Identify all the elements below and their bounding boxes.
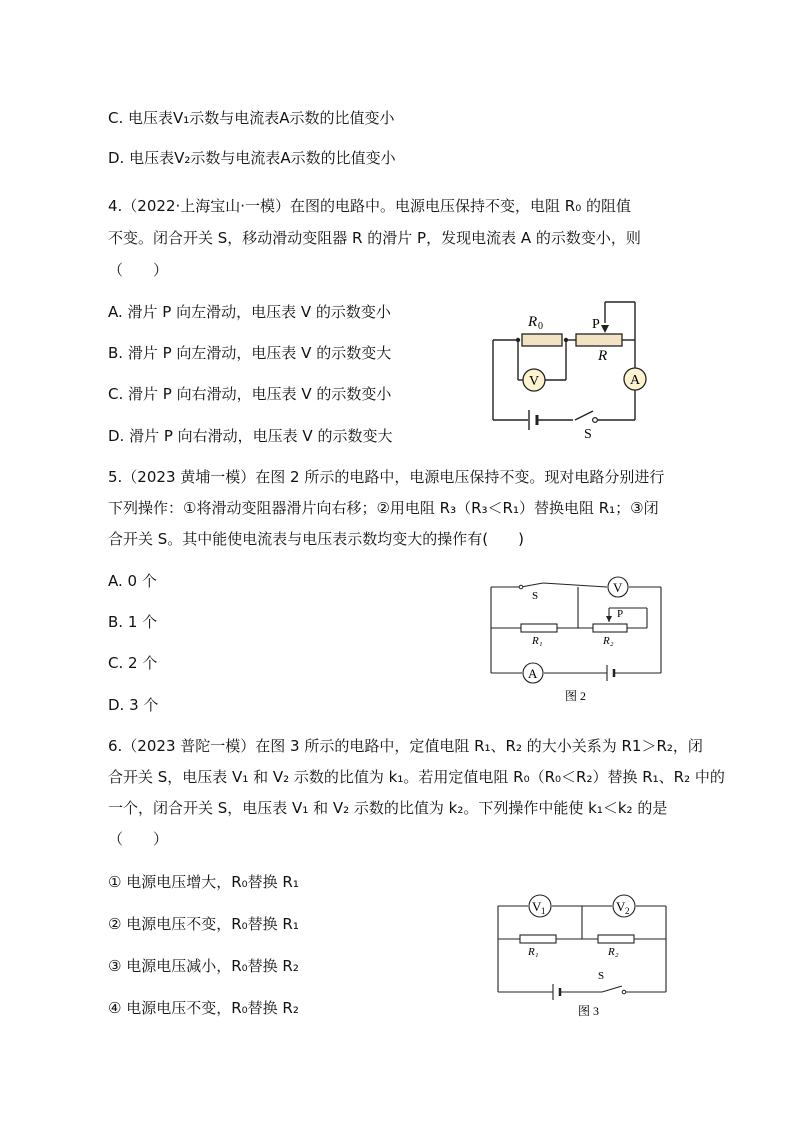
q5-r2-label: R₂	[603, 635, 614, 647]
q6-option-2: ② 电源电压不变，R₀替换 R₁	[108, 915, 299, 933]
q4-circuit-diagram	[485, 296, 660, 450]
q6-v1-subscript: 1	[541, 906, 546, 916]
q5-stem-line1: 5.（2023 黄埔一模）在图 2 所示的电路中，电源电压保持不变。现对电路分别进行	[108, 468, 665, 486]
q6-stem-line1: 6.（2023 普陀一模）在图 3 所示的电路中，定值电阻 R₁、R₂ 的大小关系为 R1＞R₂，闭	[108, 737, 703, 755]
q5-figure-caption: 图 2	[565, 689, 587, 703]
q5-r1-label: R₁	[532, 635, 543, 647]
q5-stem-line2: 下列操作：①将滑动变阻器滑片向右移；②用电阻 R₃（R₃＜R₁）替换电阻 R₁；③闭	[108, 499, 659, 517]
q5-option-a: A. 0 个	[108, 572, 157, 590]
q6-v2-label: V	[616, 899, 626, 914]
q4-ammeter-label: A	[630, 373, 641, 388]
q6-stem-line4: （ ）	[108, 830, 169, 848]
q4-stem-line2: 不变。闭合开关 S，移动滑动变阻器 R 的滑片 P，发现电流表 A 的示数变小，则	[108, 229, 641, 247]
q6-r2-label: R₂	[608, 946, 619, 958]
q6-circuit-diagram	[490, 885, 670, 1029]
q5-option-d: D. 3 个	[108, 696, 159, 714]
q4-r0-subscript: 0	[538, 321, 543, 332]
q5-slider-label: P	[617, 608, 624, 620]
q5-voltmeter-label: V	[613, 580, 623, 595]
q4-option-a: A. 滑片 P 向左滑动，电压表 V 的示数变小	[108, 303, 391, 321]
q4-rheostat-label: R	[598, 348, 608, 364]
q4-option-c: C. 滑片 P 向右滑动，电压表 V 的示数变小	[108, 385, 392, 403]
q4-stem-line3: （ ）	[108, 261, 169, 279]
q5-ammeter-label: A	[528, 666, 538, 681]
q6-option-4: ④ 电源电压不变，R₀替换 R₂	[108, 999, 299, 1017]
q4-r0-label: R	[528, 314, 538, 330]
q5-stem-line3: 合开关 S。其中能使电流表与电压表示数均变大的操作有( )	[108, 530, 524, 548]
q6-v1-label: V	[532, 899, 542, 914]
q4-stem-line1: 4.（2022·上海宝山·一模）在图的电路中。电源电压保持不变，电阻 R₀ 的阻值	[108, 197, 631, 215]
option-d-prev: D. 电压表V₂示数与电流表A示数的比值变小	[108, 149, 396, 167]
q4-switch-label: S	[584, 427, 592, 442]
q4-voltmeter-label: V	[529, 374, 540, 389]
q4-option-d: D. 滑片 P 向右滑动，电压表 V 的示数变大	[108, 427, 393, 445]
q5-switch-label: S	[532, 590, 539, 602]
option-c-prev: C. 电压表V₁示数与电流表A示数的比值变小	[108, 109, 395, 127]
q6-switch-label: S	[598, 970, 605, 982]
q6-r1-label: R₁	[528, 946, 539, 958]
q5-circuit-diagram	[485, 570, 665, 714]
q6-option-1: ① 电源电压增大，R₀替换 R₁	[108, 873, 299, 891]
q6-stem-line2: 合开关 S，电压表 V₁ 和 V₂ 示数的比值为 k₁。若用定值电阻 R₀（R₀＜R₂）替换 R₁、R₂ 中的	[108, 768, 725, 786]
q6-v2-subscript: 2	[625, 906, 630, 916]
q4-slider-label: P	[592, 317, 600, 332]
q6-stem-line3: 一个，闭合开关 S，电压表 V₁ 和 V₂ 示数的比值为 k₂。下列操作中能使 k₁＜k₂ 的是	[108, 799, 668, 817]
q4-option-b: B. 滑片 P 向左滑动，电压表 V 的示数变大	[108, 344, 392, 362]
q5-option-c: C. 2 个	[108, 654, 158, 672]
q6-option-3: ③ 电源电压减小，R₀替换 R₂	[108, 957, 299, 975]
q6-figure-caption: 图 3	[578, 1004, 600, 1018]
q5-option-b: B. 1 个	[108, 613, 158, 631]
